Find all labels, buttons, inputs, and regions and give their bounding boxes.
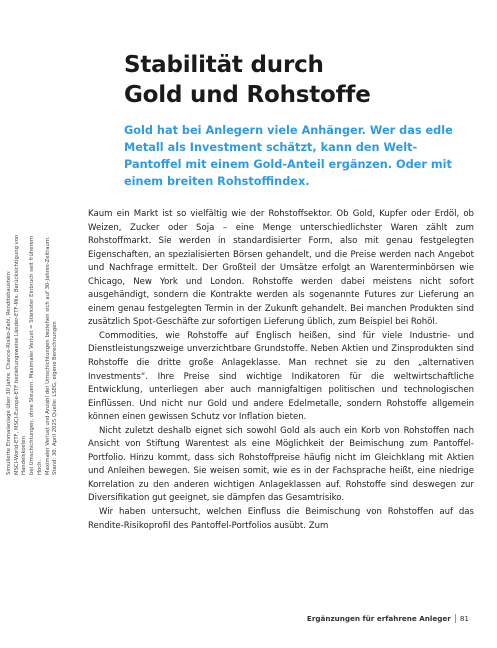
footer-divider [455, 614, 456, 623]
side-note-line: Maximaler Verlust und Anzahl der Umschichtungen beziehen sich auf 30-Jahres-Zeitraum. [44, 236, 51, 475]
title-line: Stabilität durch [124, 52, 324, 78]
body-paragraph: Kaum ein Markt ist so vielfältig wie der Rohstoffsektor. Ob Gold, Kupfer oder Erdöl, ob Weizen, Zucker oder Soja – eine Menge unterschiedlichster Waren zählt zum Rohstoffmarkt. Sie werden in standardisierter Form, also mit genau festgelegten Eigenschaften, an spezialisierten Börsen gehandelt, und die Preise werden nach Angebot und Nachfrage ermittelt. Der Großteil der Umsätze erfolgt an Warenterminbörsen wie Chicago, New York und London. Rohstoffe werden dabei meistens nicht sofort ausgehändigt, sondern die Kontrakte werden als sogenannte Futures zur Lieferung an einem genau festgelegten Termin in der Zukunft gehandelt. Bei manchen Produkten sind zusätzlich Spot-Geschäfte zur sofortigen Lieferung üblich, zum Beispiel bei Rohöl. [88, 209, 474, 328]
article-body [88, 208, 474, 533]
body-paragraph: Nicht zuletzt deshalb eignet sich sowohl Gold als auch ein Korb von Rohstoffen nach Ansicht von Stiftung Warentest als eine Möglichkeit der Beimischung zum Pantoffel-Portfolio. Hinzu kommt, dass sich Rohstoffpreise häufig nicht im Gleichklang mit Aktien und Anleihen bewegen. Sie weisen somit, wie es in der Fachsprache heißt, eine niedrige Korrelation zu den anderen wichtigen Anlageklassen auf. Rohstoffe sind deswegen zur Diversifikation gut geeignet, sie dämpfen das Gesamtrisiko. [88, 425, 474, 504]
side-note [6, 225, 60, 475]
lead-paragraph: Gold hat bei Anlegern viele Anhänger. Wer das edle Metall als Investment schätzt, kann den Welt-Pantoffel mit einem Gold-Anteil ergänzen. Oder mit einem breiten Rohstoffindex. [124, 124, 453, 188]
page-number: 81 [459, 614, 469, 623]
body-paragraph: Wir haben untersucht, welchen Einfluss die Beimischung von Rohstoffen auf das Rendite-Risikoprofil des Pantoffel-Portfolios ausübt. Zum [88, 507, 474, 531]
side-note-line: Stand: 30. April 2025 Quelle: LSEG, eigene Berechnungen [52, 321, 59, 475]
title-line: Gold und Rohstoffe [124, 82, 371, 108]
body-paragraph: Commodities, wie Rohstoffe auf Englisch heißen, sind für viele Industrie- und Dienstleistungszweige unverzichtbare Grundstoffe. Neben Aktien und Zinsprodukten sind Rohstoffe die dritte große Anlageklasse. Man rechnet sie zu den „alternativen Investments“. Ihre Preise sind wichtige Indikatoren für die weltwirtschaftliche Entwicklung, unterliegen aber auch mannigfaltigen politischen und technologischen Einflüssen. Und nicht nur Gold und andere Edelmetalle, sondern Rohstoffe allgemein können einen gewissen Schutz vor Inflation bieten. [88, 330, 474, 423]
page-title [124, 50, 464, 110]
side-note-line: bei Umschichtungen, ohne Steuern. Maximaler Verlust = Stärkster Einbruch seit früherem Hoch. [29, 236, 43, 475]
footer-section-title: Ergänzungen für erfahrene Anleger [306, 614, 451, 623]
page-footer [307, 614, 469, 623]
side-note-line: MSCI-World-ETF, MSCI-Europe-ETF beziehungsweise Länder-ETF-Mix. Berücksichtigung von Handelskosten [13, 234, 28, 475]
side-note-line: Simulierte Einmalanlage über 30 Jahre. Chance-Risiko-Zahl, Renditebaustein: [6, 270, 12, 475]
